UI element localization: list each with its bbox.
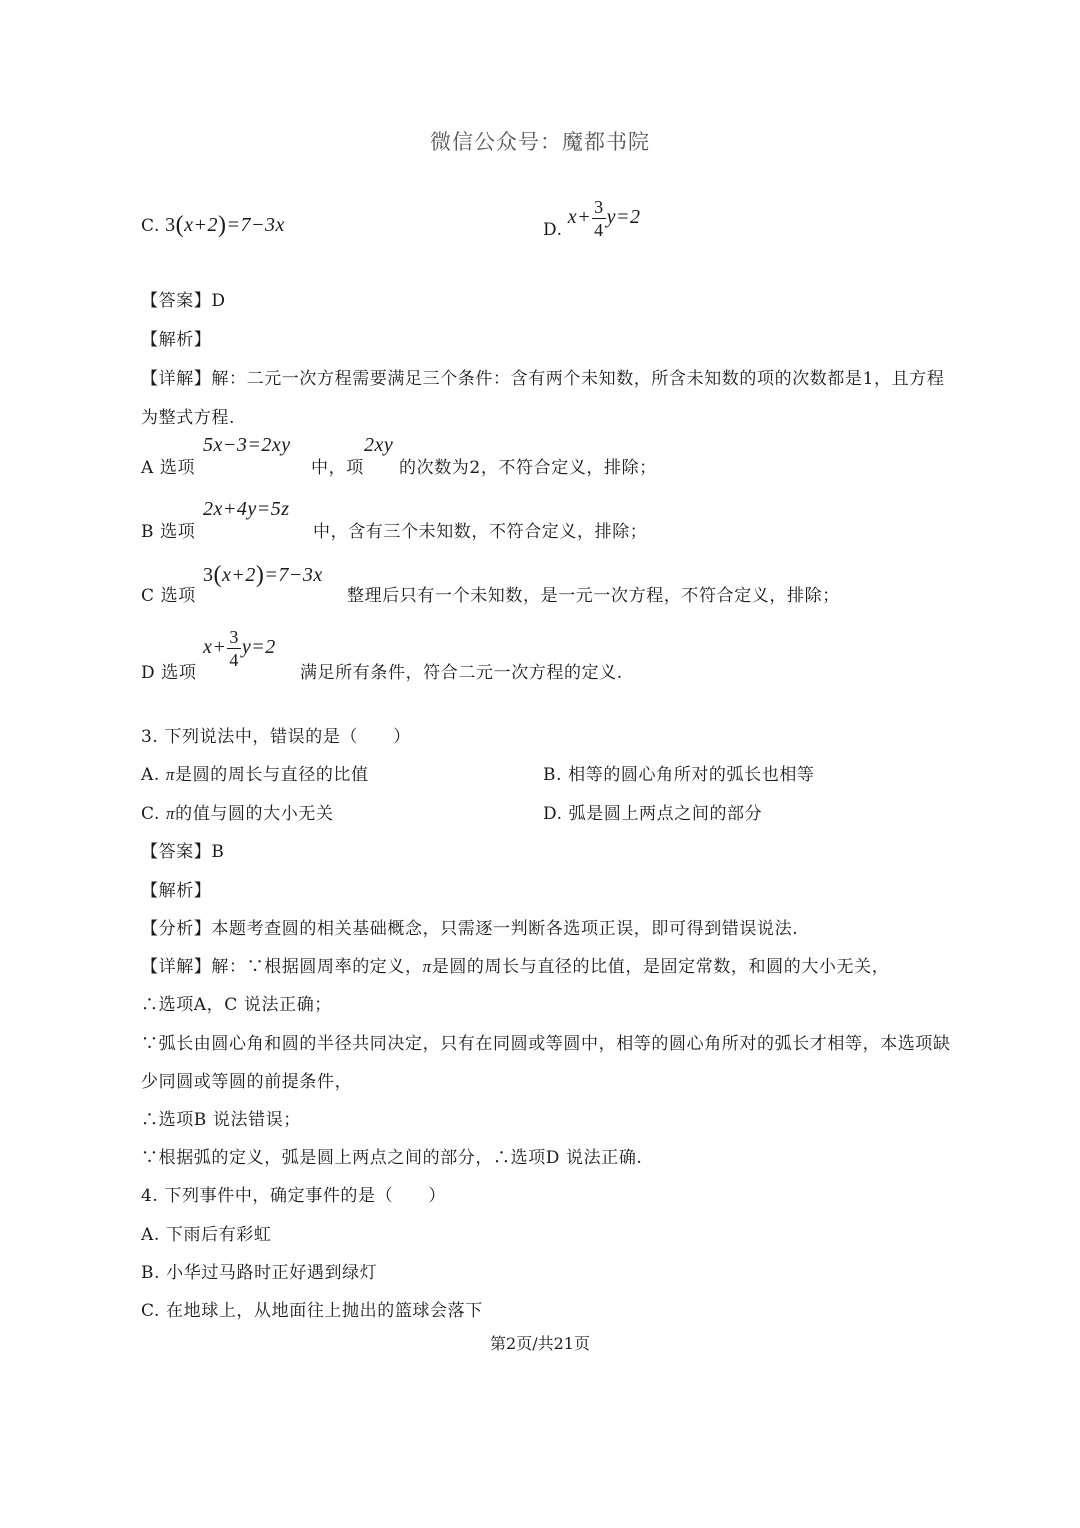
q4-option-b: B. 小华过马路时正好遇到绿灯 — [141, 1263, 378, 1283]
q3-detail: 【详解】解：∵根据圆周率的定义，π是圆的周长与直径的比值，是固定常数，和圆的大小无关， — [141, 957, 890, 977]
q3-fenxi: 【分析】本题考查圆的相关基础概念，只需逐一判断各选项正误，即可得到错误说法. — [141, 919, 799, 939]
q2-analysis-heading: 【解析】 — [141, 330, 212, 350]
q2-explain-c-text: 整理后只有一个未知数，是一元一次方程，不符合定义，排除； — [347, 586, 840, 606]
option-label: C. — [141, 216, 161, 236]
q4-option-a: A. 下雨后有彩虹 — [141, 1225, 272, 1245]
page-footer: 第2页/共21页 — [490, 1334, 590, 1353]
q3-line-b3: ∴选项B 说法错误； — [141, 1110, 301, 1130]
option-label: D. — [543, 220, 563, 241]
q2-explain-d-text: 满足所有条件，符合二元一次方程的定义. — [300, 663, 623, 683]
q2-explain-a-text: 的次数为2，不符合定义，排除； — [399, 458, 657, 478]
q2-explain-a-term: 2xy — [364, 434, 394, 456]
q2-explain-b-label: B 选项 — [141, 522, 196, 542]
q2-option-c — [141, 212, 285, 239]
q3-option-d: D. 弧是圆上两点之间的部分 — [543, 804, 763, 824]
q2-explain-d-label: D 选项 — [141, 663, 197, 683]
q2-explain-c-label: C 选项 — [141, 586, 196, 606]
formula: 3(x+2)=7−3x — [165, 212, 285, 238]
q2-option-d — [543, 198, 640, 240]
q4-option-c: C. 在地球上，从地面往上抛出的篮球会落下 — [141, 1301, 483, 1321]
q2-explain-a-mid: 中，项 — [311, 458, 364, 478]
q3-option-b: B. 相等的圆心角所对的弧长也相等 — [543, 765, 815, 785]
page-header: 微信公众号：魔都书院 — [430, 130, 650, 154]
q3-line-b2: 少同圆或等圆的前提条件， — [141, 1072, 353, 1092]
q2-explain-b-text: 中，含有三个未知数，不符合定义，排除； — [313, 522, 648, 542]
q3-option-c: C. π的值与圆的大小无关 — [141, 804, 334, 824]
q2-explain-b-formula: 2x+4y=5z — [203, 498, 290, 520]
q3-option-a: A. π是圆的周长与直径的比值 — [141, 765, 369, 785]
q2-explain-d-formula: x+ $\frac{3}{4}$ y=2 — [203, 627, 276, 670]
q3-stem: 3. 下列说法中，错误的是（ ） — [141, 727, 411, 747]
q2-detail-line1: 【详解】解：二元一次方程需要满足三个条件：含有两个未知数，所含未知数的项的次数都是1，且方程 — [141, 369, 945, 389]
q4-stem: 4. 下列事件中，确定事件的是（ ） — [141, 1186, 447, 1206]
q2-explain-a-label: A 选项 — [141, 458, 196, 478]
q3-line-d: ∵根据弧的定义，弧是圆上两点之间的部分，∴选项D 说法正确. — [141, 1148, 643, 1168]
q3-line-ac: ∴选项A，C 说法正确； — [141, 995, 332, 1015]
q2-explain-a-formula: 5x−3=2xy — [203, 434, 291, 456]
q3-answer: 【答案】B — [141, 842, 225, 862]
q2-explain-c-formula: 3(x+2)=7−3x — [203, 562, 323, 588]
q3-line-b1: ∵弧长由圆心角和圆的半径共同决定，只有在同圆或等圆中，相等的圆心角所对的弧长才相等，本选项缺 — [141, 1034, 951, 1054]
q3-analysis-heading: 【解析】 — [141, 881, 212, 901]
formula: x+ $\frac{3}{4}$ y=2 — [567, 197, 641, 240]
q2-answer: 【答案】D — [141, 291, 226, 311]
q2-detail-line2: 为整式方程. — [141, 408, 236, 428]
